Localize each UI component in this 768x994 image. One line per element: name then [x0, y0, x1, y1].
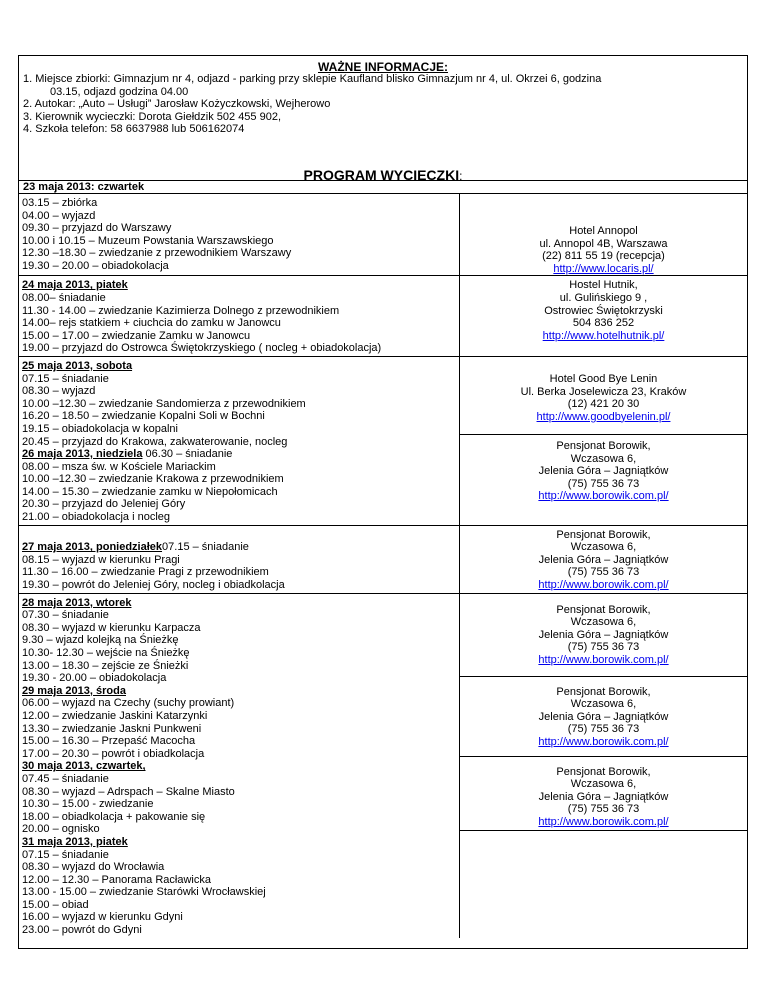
accommodation-entry [460, 676, 747, 756]
itinerary-text: 19.00 – przyjazd do Ostrowca Świętokrzyskiego ( nocleg + obiadokolacja) [22, 342, 382, 355]
schedule-row [19, 594, 747, 938]
itinerary-text: 13.30 – zwiedzanie Jaskni Punkweni [22, 722, 202, 735]
itinerary-text: 10.00 i 10.15 – Muzeum Powstania Warszawskiego [22, 234, 274, 247]
schedule-row [19, 194, 747, 276]
itinerary-text: 08.00– śniadanie [22, 291, 106, 304]
itinerary-text: 13.00 - 15.00 – zwiedzanie Starówki Wrocławskiej [22, 886, 266, 899]
website-link[interactable]: http://www.borowik.com.pl/ [538, 490, 669, 503]
accommodation-line: Wczasowa 6, [570, 452, 637, 465]
itinerary-text: 09.30 – przyjazd do Warszawy [22, 222, 172, 235]
day-heading: 27 maja 2013, poniedziałek [22, 541, 163, 554]
itinerary-text: 19.30 – 20.00 – obiadokolacja [22, 259, 169, 272]
accommodation-line: (75) 755 36 73 [567, 803, 640, 816]
itinerary-text: 07.30 – śniadanie [22, 609, 109, 622]
itinerary-line [22, 360, 457, 373]
itinerary-text: 10.00 –12.30 – zwiedzanie Sandomierza z przewodnikiem [22, 397, 306, 410]
itinerary-line [22, 609, 457, 622]
accommodation-line: Jelenia Góra – Jagniątków [538, 710, 669, 723]
itinerary-line [22, 760, 457, 773]
schedule-row [19, 526, 747, 594]
itinerary-text: 08.30 – wyjazd – Adrspach – Skalne Miasto [22, 785, 235, 798]
info-line: 03.15, odjazd godzina 04.00 [50, 85, 189, 98]
info-list [23, 73, 741, 136]
itinerary-text: 04.00 – wyjazd [22, 209, 96, 222]
accommodation-line: Wczasowa 6, [570, 698, 637, 711]
itinerary-line [22, 622, 457, 635]
itinerary-text: 20.45 – przyjazd do Krakowa, zakwaterowanie, nocleg [22, 435, 288, 448]
accommodation-cell [460, 357, 747, 525]
accommodation-cell [460, 276, 747, 356]
itinerary-text: 23.00 – powrót do Gdyni [22, 924, 142, 937]
itinerary-line [22, 279, 457, 292]
itinerary-line [22, 398, 457, 411]
accommodation-cell [460, 526, 747, 593]
itinerary-text: 17.00 – 20.30 – powrót i obiadkolacja [22, 747, 205, 760]
itinerary-line [22, 235, 457, 248]
itinerary-line [22, 874, 457, 887]
accommodation-line: 504 836 252 [572, 317, 635, 330]
itinerary-text: 07.15 – śniadanie [22, 848, 109, 861]
itinerary-line [22, 554, 457, 567]
itinerary-cell [19, 357, 460, 525]
itinerary-line [22, 911, 457, 924]
accommodation-entry [460, 276, 747, 342]
accommodation-line: ul. Annopol 4B, Warszawa [539, 237, 668, 250]
accommodation-line: (75) 755 36 73 [567, 477, 640, 490]
itinerary-text: 03.15 – zbiórka [22, 197, 98, 209]
itinerary-line [22, 647, 457, 660]
accommodation-entry [460, 526, 747, 592]
itinerary-text: 08.30 – wyjazd do Wrocławia [22, 861, 165, 874]
day-heading: 31 maja 2013, piatek [22, 835, 128, 848]
itinerary-text: 10.30- 12.30 – wejście na Śnieżkę [22, 647, 190, 659]
itinerary-cell [19, 194, 460, 275]
itinerary-text: 16.20 – 18.50 – zwiedzanie Kopalni Soli w Bochni [22, 410, 265, 423]
first-day-heading: 23 maja 2013: czwartek [19, 181, 747, 194]
website-link[interactable]: http://www.borowik.com.pl/ [538, 736, 669, 748]
itinerary-line [22, 486, 457, 499]
itinerary-line [22, 660, 457, 673]
day-heading: 30 maja 2013, czwartek, [22, 760, 146, 773]
itinerary-line [22, 423, 457, 436]
day-heading: 26 maja 2013, niedziela [22, 448, 143, 461]
itinerary-text: 10.30 – 15.00 - zwiedzanie [22, 798, 154, 811]
accommodation-entry [460, 434, 747, 503]
itinerary-text: 14.00 – 15.30 – zwiedzanie zamku w Niepołomicach [22, 485, 278, 498]
website-link[interactable]: http://www.locaris.pl/ [553, 262, 654, 275]
accommodation-cell [460, 594, 747, 938]
accommodation-line: Pensjonat Borowik, [556, 765, 651, 778]
itinerary-text: 13.00 – 18.30 – zejście ze Śnieżki [22, 659, 189, 672]
itinerary-text: 07.15 – śniadanie [22, 372, 109, 385]
program-title: PROGRAM WYCIECZKI: [303, 167, 463, 183]
itinerary-line [22, 849, 457, 862]
accommodation-line: Wczasowa 6, [570, 541, 637, 554]
itinerary-line [22, 685, 457, 698]
accommodation-line: Hostel Hutnik, [569, 279, 638, 292]
accommodation-line: Wczasowa 6, [570, 778, 637, 791]
itinerary-line [22, 373, 457, 386]
itinerary-line [22, 210, 457, 223]
day-heading: 28 maja 2013, wtorek [22, 596, 132, 609]
itinerary-text: 08.15 – wyjazd w kierunku Pragi [22, 553, 180, 566]
accommodation-line: Jelenia Góra – Jagniątków [538, 790, 669, 803]
itinerary-line [22, 886, 457, 899]
accommodation-line: (75) 755 36 73 [567, 723, 640, 736]
itinerary-text: 19.30 – powrót do Jeleniej Góry, nocleg i obiadkolacja [22, 579, 285, 592]
accommodation-line: Jelenia Góra – Jagniątków [538, 465, 669, 478]
accommodation-line: Jelenia Góra – Jagniątków [538, 553, 669, 566]
info-line: 3. Kierownik wycieczki: Dorota Giełdzik 502 455 902, [23, 110, 282, 123]
accommodation-entry [460, 194, 747, 275]
itinerary-line [22, 748, 457, 761]
itinerary-text: 07.15 – śniadanie [162, 541, 249, 554]
itinerary-line [22, 773, 457, 786]
itinerary-line [22, 798, 457, 811]
itinerary-text: 15.00 – obiad [22, 898, 89, 911]
day-heading: 24 maja 2013, piatek [22, 279, 128, 292]
accommodation-line: Ul. Berka Joselewicza 23, Kraków [520, 385, 687, 398]
day-heading: 25 maja 2013, sobota [22, 359, 133, 372]
accommodation-line: Wczasowa 6, [570, 616, 637, 629]
schedule-row [19, 357, 747, 526]
itinerary-line [22, 305, 457, 318]
accommodation-line: Hotel Good Bye Lenin [549, 372, 658, 385]
itinerary-text: 19.30 - 20.00 – obiadokolacja [22, 672, 167, 685]
itinerary-text: 06.30 – śniadanie [142, 448, 233, 461]
itinerary-line [22, 634, 457, 647]
itinerary-line [22, 197, 457, 210]
itinerary-line [22, 498, 457, 511]
accommodation-cell [460, 194, 747, 275]
itinerary-line [22, 836, 457, 849]
itinerary-line [22, 222, 457, 235]
itinerary-line [22, 448, 457, 461]
accommodation-line: Pensjonat Borowik, [556, 603, 651, 616]
itinerary-text: 10.00 –12.30 – zwiedzanie Krakowa z przewodnikiem [22, 473, 284, 486]
itinerary-text: 12.30 –18.30 – zwiedzanie z przewodnikiem Warszawy [22, 247, 292, 260]
itinerary-line [22, 924, 457, 937]
itinerary-line [22, 597, 457, 610]
itinerary-line [22, 899, 457, 912]
itinerary-line [22, 436, 457, 449]
program-table [19, 194, 747, 938]
itinerary-text: 16.00 – wyjazd w kierunku Gdyni [22, 911, 183, 924]
itinerary-text: 06.00 – wyjazd na Czechy (suchy prowiant) [22, 697, 235, 710]
itinerary-cell [19, 594, 460, 938]
info-line: 4. Szkoła telefon: 58 6637988 lub 506162074 [23, 123, 245, 136]
accommodation-entry [460, 830, 747, 834]
accommodation-line: Pensjonat Borowik, [556, 528, 651, 541]
itinerary-text: 11.30 - 14.00 – zwiedzanie Kazimierza Dolnego z przewodnikiem [22, 304, 340, 317]
itinerary-line [22, 511, 457, 524]
itinerary-text: 19.15 – obiadokolacja w kopalni [22, 422, 178, 435]
itinerary-text: 12.00 – 12.30 – Panorama Racławicka [22, 873, 211, 886]
accommodation-line: (12) 421 20 30 [567, 398, 640, 411]
website-link[interactable]: http://www.borowik.com.pl/ [538, 579, 669, 592]
itinerary-line [22, 317, 457, 330]
itinerary-line [22, 672, 457, 685]
itinerary-line [22, 260, 457, 273]
itinerary-text: 14.00– rejs statkiem + ciuchcia do zamku w Janowcu [22, 317, 281, 330]
itinerary-line [22, 710, 457, 723]
itinerary-text: 15.00 – 17.00 – zwiedzanie Zamku w Janowcu [22, 329, 251, 342]
itinerary-text: 08.30 – wyjazd [22, 385, 96, 398]
website-link[interactable]: http://www.goodbyelenin.pl/ [536, 410, 671, 423]
schedule-row [19, 276, 747, 357]
itinerary-line [22, 529, 457, 542]
itinerary-cell [19, 526, 460, 593]
accommodation-line: Jelenia Góra – Jagniątków [538, 628, 669, 641]
accommodation-entry [460, 594, 747, 676]
website-link[interactable]: http://www.borowik.com.pl/ [538, 816, 669, 828]
itinerary-text: 15.00 – 16.30 – Przepaść Macocha [22, 735, 196, 748]
accommodation-line: Pensjonat Borowik, [556, 439, 651, 452]
important-info-section [19, 56, 747, 181]
accommodation-line: (75) 755 36 73 [567, 641, 640, 654]
accommodation-line: (22) 811 55 19 (recepcja) [542, 250, 665, 263]
itinerary-line [22, 473, 457, 486]
accommodation-line: (75) 755 36 73 [567, 566, 640, 579]
itinerary-text: 08.30 – wyjazd w kierunku Karpacza [22, 621, 201, 634]
itinerary-line [22, 823, 457, 836]
important-info-title: WAŻNE INFORMACJE: [318, 60, 448, 74]
itinerary-line [22, 342, 457, 355]
itinerary-line [22, 786, 457, 799]
itinerary-line [22, 330, 457, 343]
accommodation-line: Hotel Annopol [569, 225, 638, 237]
accommodation-line: ul. Gulińskiego 9 , [559, 291, 648, 304]
itinerary-text: 20.30 – przyjazd do Jeleniej Góry [22, 498, 186, 511]
itinerary-text: 11.30 – 16.00 – zwiedzanie Pragi z przewodnikiem [22, 566, 269, 579]
itinerary-line [22, 410, 457, 423]
itinerary-text: 07.45 – śniadanie [22, 772, 109, 785]
itinerary-line [22, 723, 457, 736]
itinerary-line [22, 579, 457, 592]
itinerary-line [22, 461, 457, 474]
accommodation-line: Pensjonat Borowik, [556, 685, 651, 698]
itinerary-line [22, 697, 457, 710]
itinerary-line [22, 811, 457, 824]
website-link[interactable]: http://www.borowik.com.pl/ [538, 654, 669, 666]
itinerary-text: 9.30 – wjazd kolejką na Śnieżkę [22, 634, 179, 647]
accommodation-line: Ostrowiec Świętokrzyski [544, 304, 663, 317]
itinerary-text: 12.00 – zwiedzanie Jaskini Katarzynki [22, 709, 208, 722]
itinerary-cell [19, 276, 460, 356]
itinerary-text: 20.00 – ognisko [22, 823, 100, 836]
website-link[interactable]: http://www.hotelhutnik.pl/ [542, 329, 665, 342]
itinerary-line [22, 735, 457, 748]
itinerary-line [22, 861, 457, 874]
info-line: 2. Autokar: „Auto – Usługi” Jarosław Kożyczkowski, Wejherowo [23, 98, 331, 111]
itinerary-line [22, 292, 457, 305]
document-frame [18, 55, 748, 949]
accommodation-entry [460, 357, 747, 434]
info-line: 1. Miejsce zbiorki: Gimnazjum nr 4, odjazd - parking przy sklepie Kaufland blisko Gimnazjum nr 4, ul. Okrzei 6, godzina [23, 73, 602, 85]
accommodation-entry [460, 756, 747, 830]
itinerary-line [22, 566, 457, 579]
itinerary-line [22, 541, 457, 554]
itinerary-line [22, 247, 457, 260]
itinerary-text: 08.00 – msza św. w Kościele Mariackim [22, 460, 216, 473]
day-heading: 29 maja 2013, środa [22, 684, 126, 697]
itinerary-text: 18.00 – obiadkolacja + pakowanie się [22, 810, 206, 823]
itinerary-line [22, 385, 457, 398]
itinerary-text: 21.00 – obiadokolacja i nocleg [22, 511, 171, 524]
